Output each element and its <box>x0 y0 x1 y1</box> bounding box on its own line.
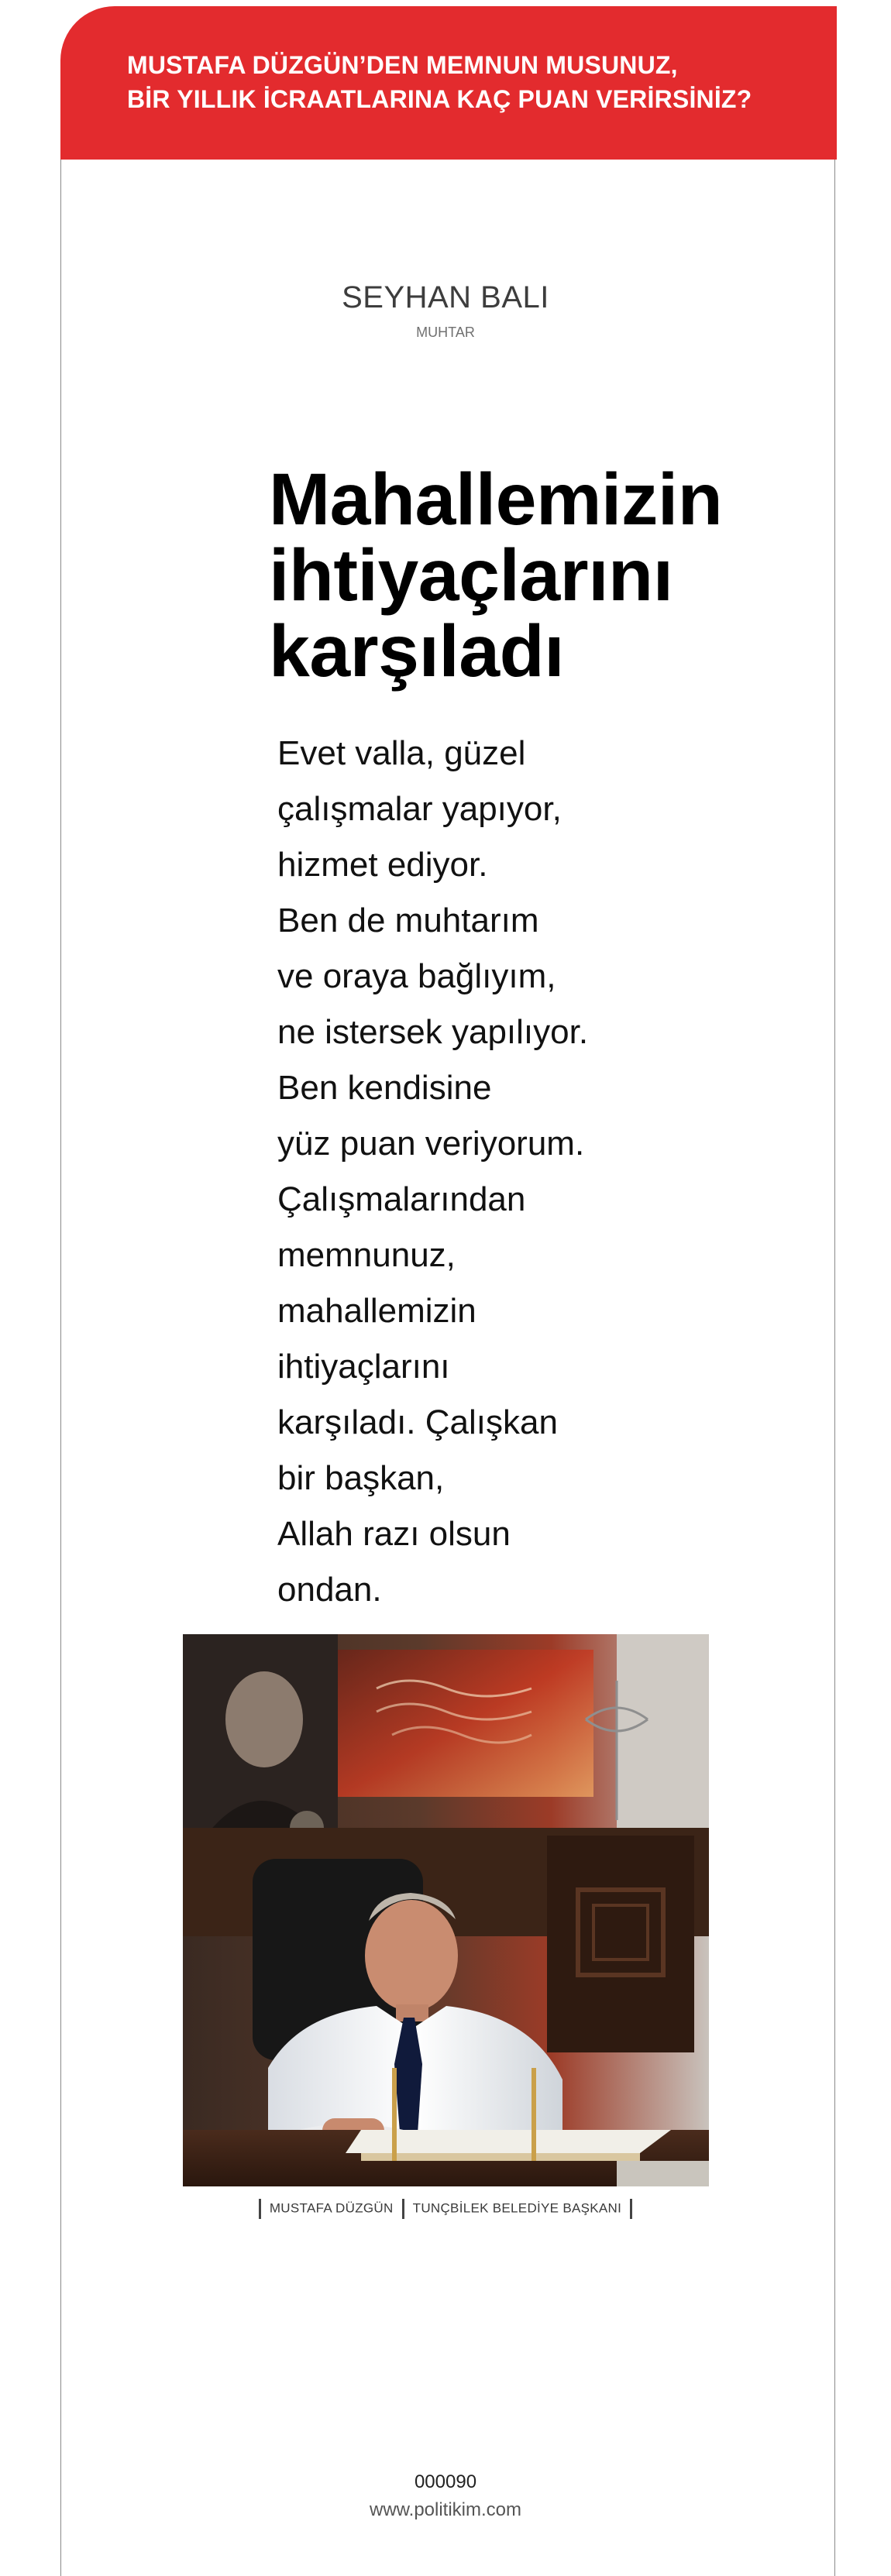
author-name: SEYHAN BALI <box>342 280 549 314</box>
body-line: Allah razı olsun <box>277 1515 511 1553</box>
caption-title: TUNÇBİLEK BELEDİYE BAŞKANI <box>412 2200 622 2216</box>
photo-caption <box>0 2196 891 2221</box>
caption-divider <box>402 2199 404 2219</box>
body-line: ondan. <box>277 1571 382 1609</box>
headline-line: ihtiyaçlarını <box>269 534 673 617</box>
body-line: çalışmalar yapıyor, <box>277 790 562 828</box>
banner-question-line-2: BİR YILLIK İCRAATLARINA KAÇ PUAN VERİRSİNİZ? <box>127 85 752 113</box>
body-line: ve oraya bağlıyım, <box>277 957 556 995</box>
article-headline <box>269 459 827 692</box>
article-body <box>277 726 711 1618</box>
banner-question-line-1: MUSTAFA DÜZGÜN’DEN MEMNUN MUSUNUZ, <box>127 51 678 79</box>
headline-line: karşıladı <box>269 610 565 692</box>
caption-divider <box>630 2199 632 2219</box>
body-line: ne istersek yapılıyor. <box>277 1013 589 1051</box>
body-line: memnunuz, <box>277 1236 456 1274</box>
website-url[interactable]: www.politikim.com <box>369 2499 522 2520</box>
body-line: ihtiyaçlarını <box>277 1348 450 1386</box>
body-line: Ben kendisine <box>277 1069 492 1107</box>
body-line: Ben de muhtarım <box>277 902 539 939</box>
body-line: Çalışmalarından <box>277 1180 526 1218</box>
headline-line: Mahallemizin <box>269 459 723 541</box>
body-line: hizmet ediyor. <box>277 846 488 884</box>
caption-divider <box>259 2199 261 2219</box>
header-banner <box>60 6 837 160</box>
author-role: MUHTAR <box>416 325 475 340</box>
mayor-photo-illustration <box>183 1634 709 2186</box>
mayor-office-photo <box>183 1634 709 2186</box>
page-number: 000090 <box>414 2471 477 2492</box>
body-line: mahallemizin <box>277 1292 476 1330</box>
body-line: karşıladı. Çalışkan <box>277 1403 558 1441</box>
body-line: bir başkan, <box>277 1459 445 1497</box>
caption-name: MUSTAFA DÜZGÜN <box>269 2200 394 2216</box>
body-line: Evet valla, güzel <box>277 734 526 772</box>
body-line: yüz puan veriyorum. <box>277 1125 585 1163</box>
